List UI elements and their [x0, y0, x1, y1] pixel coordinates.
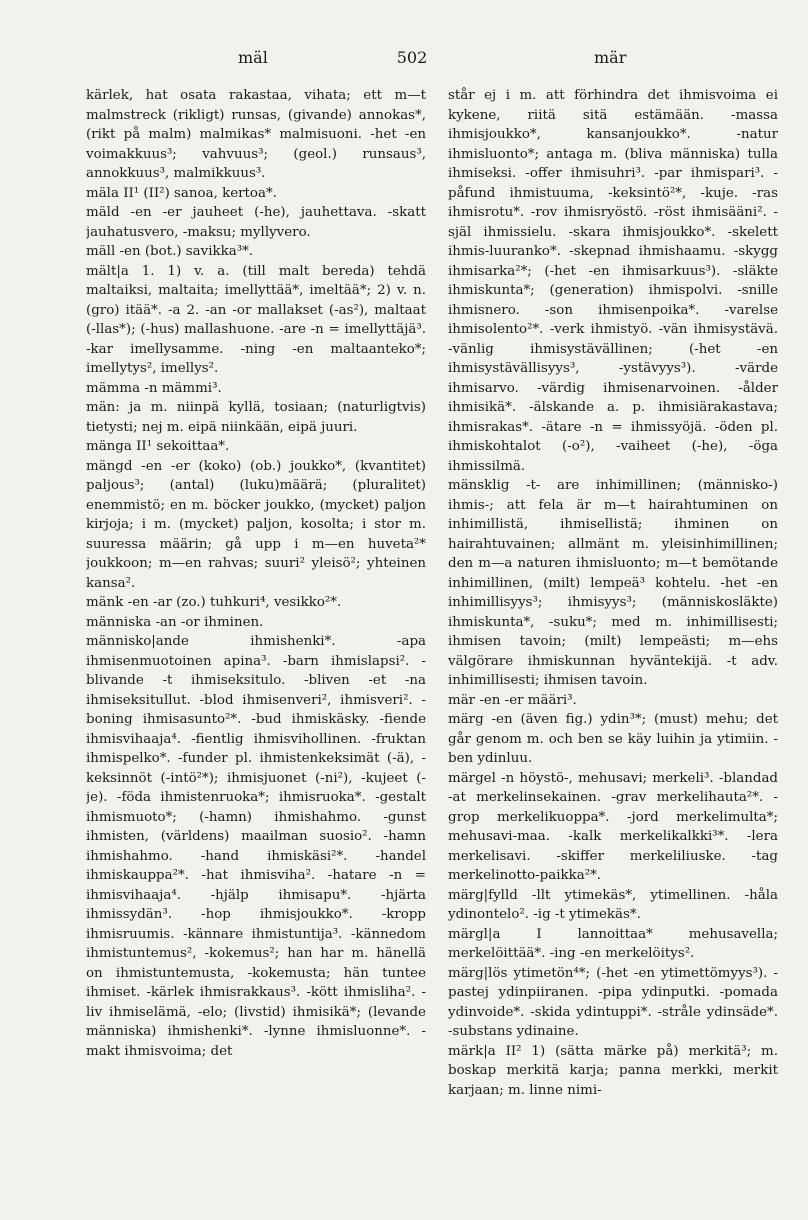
dictionary-entry: mängd -en -er (koko) (ob.) joukko*, (kvantitet) paljous³; (antal) (luku)määrä; (pluralitet) enemmistö; en m. böcker joukko, (mycket) paljon kirjoja; i m. (mycket) paljon, kosolta; i stor m. suuressa määrin; gå upp i m—en huveta²* joukkoon; m—en rahvas; suuri² yleisö²; yhteinen kansa².: [86, 458, 426, 591]
dictionary-entry: mäld -en -er jauheet (-he), jauhettava. -skatt jauhatusvero, -maksu; myllyvero.: [86, 205, 426, 240]
dictionary-entry: mänga II¹ sekoittaa*.: [86, 439, 230, 454]
dictionary-entry: män: ja m. niinpä kyllä, tosiaan; (naturligtvis) tietysti; nej m. eipä niinkään, eipä juuri.: [86, 400, 426, 435]
dictionary-entry: märg -en (även fig.) ydin³*; (must) mehu; det går genom m. och ben se käy luihin ja ytimiin. -ben ydinluu.: [448, 712, 778, 766]
dictionary-entry: märgl|a I lannoittaa* mehusavella; merkelöittää*. -ing -en merkelöitys².: [448, 926, 778, 961]
page-number: 502: [396, 48, 428, 67]
dictionary-entry: mänsklig -t- are inhimillinen; (människo-) ihmis-; att fela är m—t hairahtuminen on inhimillistä, ihmisellistä; ihminen on hairahtuvainen; allmänt m. yleisinhimillinen; den m—a naturen ihmisluonto; m—t bemötande inhimillinen, (milt) lempeä³ kohtelu. -het -en inhimillisyys³; ihmisyys³; (människosläkte) ihmiskunta*, -suku*; med m. inhimillisesti; ihmisen tavoin; (milt) lempeästi; m—ehs välgörare ihmiskunnan hyväntekijä. -t adv. inhimillisesti; ihmisen tavoin.: [448, 478, 778, 688]
dictionary-entry: mär -en -er määri³.: [448, 692, 577, 708]
right-column: [448, 86, 778, 1201]
left-column: [86, 86, 426, 1201]
dictionary-entry: märg|fylld -llt ytimekäs*, ytimellinen. -håla ydinontelo². -ig -t ytimekäs*.: [448, 887, 778, 922]
dictionary-entry: mäll -en (bot.) savikka³*.: [86, 244, 254, 259]
dictionary-entry: märgel -n höystö-, mehusavi; merkeli³. -blandad -at merkelinsekainen. -grav merkelihauta²*. -grop merkelikuoppa*. -jord merkelimulta*; mehusavi-maa. -kalk merkelikalkki³*. -lera merkelisavi. -skiffer merkeliliuske. -tag merkelinotto-paikka²*.: [448, 770, 778, 883]
dictionary-entry: mänk -en -ar (zo.) tuhkuri⁴, vesikko²*.: [86, 595, 342, 610]
right-guide-word: mär: [594, 48, 627, 67]
dictionary-entry: mämma -n mämmi³.: [86, 380, 222, 396]
dictionary-entry: kärlek, hat osata rakastaa, vihata; ett m—t malmstreck (rikligt) runsas, (givande) annokas*, (rikt på malm) malmikas* malmisuoni. -het -en voimakkuus³; vahvuus³; (geol.) runsaus³, annokkuus³, malmikkuus³.: [86, 88, 426, 181]
dictionary-entry: mäla II¹ (II²) sanoa, kertoa*.: [86, 185, 277, 201]
dictionary-entry: människa -an -or ihminen.: [86, 614, 264, 630]
dictionary-entry: märg|lös ytimetön⁴*; (-het -en ytimettömyys³). -pastej ydinpiiranen. -pipa ydinputki. -pomada ydinvoide*. -skida ydintuppi*. -stråle ydinsäde*. -substans ydinaine.: [448, 965, 778, 1039]
left-guide-word: mäl: [238, 48, 268, 67]
dictionary-entry: märk|a II² 1) (sätta märke på) merkitä³; m. boskap merkitä karja; panna merkki, merkit karjaan; m. linne nimi-: [448, 1043, 778, 1098]
dictionary-entry: mält|a 1. 1) v. a. (till malt bereda) tehdä maltaiksi, maltaita; imellyttää*, imeltää*; 2) v. n. (gro) itää*. -a 2. -an -or mallakset (-as²), maltaat (-llas*); (-hus) mallashuone. -are -n = imellyttäjä³. -kar imellysamme. -ning -en maltaanteko*; imellytys², imellys².: [86, 263, 426, 376]
dictionary-entry: står ej i m. att förhindra det ihmisvoima ei kykene, riitä sitä estämään. -massa ihmisjoukko*, kansanjoukko*. -natur ihmisluonto*; antaga m. (bliva människa) tulla ihmiseksi. -offer ihmisuhri³. -par ihmispari³. -påfund ihmistuuma, -keksintö²*, -kuje. -ras ihmisrotu*. -rov ihmisryöstö. -röst ihmisääni². -själ ihmissielu. -skara ihmisjoukko*. -skelett ihmis-luuranko*. -skepnad ihmishaamu. -skygg ihmisarka²*; (-het -en ihmisarkuus³). -släkte ihmiskunta*; (generation) ihmispolvi. -snille ihmisnero. -son ihmisenpoika*. -varelse ihmisolento²*. -verk ihmistyö. -vän ihmisystävä. -vänlig ihmisystävällinen; (-het -en ihmisystävällisyys³, -ystävyys³). -värde ihmisarvo. -värdig ihmisenarvoinen. -ålder ihmisikä*. -älskande a. p. ihmisiärakastava; ihmisrakas*. -ätare -n = ihmissyöjä. -öden pl. ihmiskohtalot (-o²), -vaiheet (-he), -öga ihmissilmä.: [448, 88, 778, 474]
page-header: [0, 48, 808, 74]
dictionary-entry: människo|ande ihmishenki*. -apa ihmisenmuotoinen apina³. -barn ihmislapsi². -blivande -t ihmiseksitulo. -bliven -et -na ihmiseksitullut. -blod ihmisenveri², ihmisveri². -boning ihmisasunto²*. -bud ihmiskäsky. -fiende ihmisvihaaja⁴. -fientlig ihmisvihollinen. -fruktan ihmispelko*. -funder pl. ihmistenkeksimät (-ä), -keksinnöt (-intö²*); ihmisjuonet (-ni²), -kujeet (-je). -föda ihmistenruoka*; ihmisruoka*. -gestalt ihmismuoto*; (-hamn) ihmishahmo. -gunst ihmisten, (världens) maailman suosio². -hamn ihmishahmo. -hand ihmiskäsi²*. -handel ihmiskauppa²*. -hat ihmisviha². -hatare -n = ihmisvihaaja⁴. -hjälp ihmisapu*. -hjärta ihmissydän³. -hop ihmisjoukko*. -kropp ihmisruumis. -kännare ihmistuntija³. -kännedom ihmistuntemus², -kokemus²; han har m. hänellä on ihmistuntemusta, -kokemusta; hän tuntee ihmiset. -kärlek ihmisrakkaus³. -kött ihmisliha². -liv ihmiselämä, -elo; (livstid) ihmisikä*; (levande människa) ihmishenki*. -lynne ihmisluonne*. -makt ihmisvoima; det: [86, 634, 426, 1059]
